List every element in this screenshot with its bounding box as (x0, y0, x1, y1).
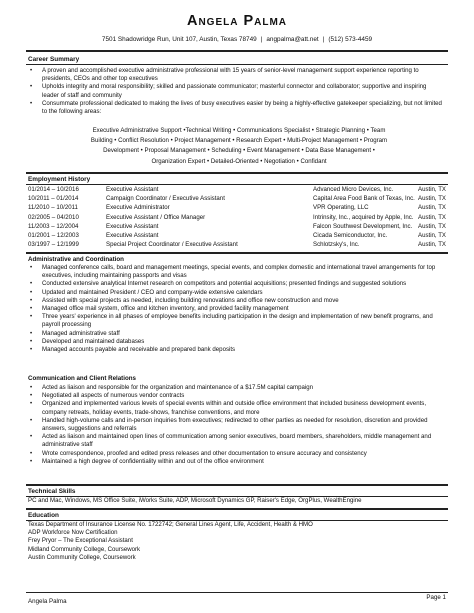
bullet-text: Organized and implemented various levels of special events within and outside office environment that included business development events, company retreats, holiday events, trade-shows, franchise conventions, and more (42, 400, 427, 416)
section-title-admin: Administrative and Coordination (28, 256, 124, 263)
job-title: Executive Assistant (106, 222, 159, 230)
bullet-icon: • (30, 416, 33, 424)
email-link[interactable]: angpalma@att.net (266, 36, 319, 43)
section-title-education: Education (28, 512, 59, 519)
job-title: Special Project Coordinator / Executive Assistant (106, 241, 238, 249)
section-title-employment: Employment History (28, 176, 91, 183)
bullet-text: Negotiated all aspects of numerous vendor contracts (42, 392, 185, 400)
admin-item (30, 346, 444, 354)
bullet-icon: • (30, 457, 33, 465)
summary-item (30, 100, 444, 116)
date-range: 10/2011 – 01/2014 (28, 195, 79, 203)
education-list (28, 521, 446, 562)
admin-item (30, 289, 444, 297)
communication-item (30, 400, 444, 416)
bullet-text: Wrote correspondence, proofed and edited press releases and other documentation to ensure accuracy and consistency (42, 449, 367, 457)
admin-item (30, 338, 444, 346)
admin-list (30, 264, 444, 354)
employment-row (28, 223, 446, 232)
job-location: Austin, TX (418, 241, 446, 249)
bullet-icon: • (30, 400, 33, 408)
date-range: 03/1997 – 12/1999 (28, 241, 79, 249)
bullet-icon: • (30, 449, 33, 457)
section-title-technical: Technical Skills (28, 488, 76, 495)
communication-item (30, 450, 444, 458)
bullet-icon: • (30, 305, 33, 313)
footer-divider (26, 592, 448, 593)
bullet-text: Assisted with special projects as needed, including building renovations and office new construction and move (42, 296, 339, 304)
bullet-text: Handled high-volume calls and in-person inquiries from executives; redirected to other parties as needed for resolution, discretion and provided answers, suggestions and referrals (42, 416, 428, 433)
employment-row (28, 186, 446, 195)
job-title: Executive Administrator (106, 204, 170, 212)
divider (26, 508, 448, 510)
separator: | (260, 36, 263, 43)
communication-list (30, 384, 444, 466)
skills-line: Development • Proposal Management • Scheduling • Event Management • Data Base Management • (103, 147, 375, 155)
bullet-text: Maintained a high degree of confidentiality within and out of the office environment (42, 457, 264, 465)
address-text: 7501 Shadowridge Run, Unit 107, Austin, Texas 78749 (101, 36, 257, 43)
divider (26, 484, 448, 486)
job-location: Austin, TX (418, 186, 446, 193)
job-title: Executive Assistant (106, 232, 159, 239)
date-range: 11/2003 – 12/2004 (28, 222, 79, 230)
contact-line (0, 36, 474, 43)
education-line: Frey Pryor – The Exceptional Assistant (28, 537, 133, 545)
employment-row (28, 204, 446, 213)
bullet-text: Acted as liaison and responsible for the organization and maintenance of a $17.5M capital campaign (42, 384, 314, 391)
career-summary-list (30, 67, 444, 116)
bullet-text: Consummate professional dedicated to making the lives of busy executives easier by being a highly-effective gatekeeper specializing, but not limited to the following areas: (42, 99, 442, 116)
job-location: Austin, TX (418, 204, 446, 212)
job-location: Austin, TX (418, 195, 446, 203)
company-name: VPR Operating, LLC (313, 204, 369, 212)
employment-row (28, 195, 446, 204)
admin-item (30, 297, 444, 305)
bullet-text: Managed administrative staff (42, 329, 120, 337)
company-name: Falcon Southwest Development, Inc. (313, 222, 413, 230)
company-name: Advanced Micro Devices, Inc. (313, 186, 394, 193)
bullet-icon: • (30, 313, 33, 321)
bullet-icon: • (30, 264, 33, 271)
admin-item (30, 305, 444, 313)
bullet-text: Three years' experience in all phases of employee benefits including participation in the design and implementation of new benefit programs, and payroll processing (42, 313, 433, 329)
technical-skills-text: PC and Mac, Windows, MS Office Suite, iWorks Suite, ADP, Microsoft Dynamics GP, Raiser's Edge, OrgPlus, WealthEngine (28, 497, 362, 504)
admin-item (30, 280, 444, 288)
admin-item (30, 330, 444, 338)
company-name: Cicada Semiconductor, Inc. (313, 232, 388, 239)
divider (26, 172, 448, 174)
company-name: Intrinsity, Inc., acquired by Apple, Inc. (313, 213, 414, 221)
section-title-communication: Communication and Client Relations (28, 375, 136, 382)
job-title: Campaign Coordinator / Executive Assistant (106, 195, 225, 203)
bullet-text: Managed conference calls, board and management meetings, special events, and complex domestic and international travel arrangements for top executives, including maintaining passports and visas (42, 264, 436, 280)
communication-item (30, 392, 444, 400)
communication-item (30, 433, 444, 449)
summary-item (30, 83, 444, 99)
phone-text: (512) 573-4459 (328, 36, 373, 43)
date-range: 02/2005 – 04/2010 (28, 213, 79, 221)
bullet-icon: • (30, 99, 33, 107)
employment-row (28, 214, 446, 223)
bullet-text: Acted as liaison and maintained open lines of communication among senior executives, board members, shareholders, middle management and administrative staff (42, 433, 432, 449)
bullet-icon: • (30, 346, 33, 354)
education-line: Midland Community College, Coursework (28, 545, 141, 553)
bullet-text: Managed accounts payable and receivable and prepared bank deposits (42, 346, 236, 354)
bullet-icon: • (30, 384, 33, 391)
skills-line: Organization Expert • Detailed-Oriented • Negotiation • Confidant (151, 157, 327, 165)
separator: | (322, 36, 325, 43)
job-location: Austin, TX (418, 213, 446, 221)
divider (26, 184, 448, 185)
communication-item (30, 384, 444, 392)
communication-item (30, 458, 444, 466)
bullet-icon: • (30, 67, 33, 74)
divider (26, 50, 448, 52)
bullet-icon: • (30, 280, 33, 288)
bullet-icon: • (30, 392, 33, 400)
company-name: Schlotzsky's, Inc. (313, 241, 360, 249)
bullet-icon: • (30, 433, 33, 441)
education-line: Austin Community College, Coursework (28, 553, 136, 561)
job-title: Executive Assistant / Office Manager (106, 213, 206, 221)
skills-line: Building • Conflict Resolution • Project Management • Research Expert • Multi-Project Management • Program (90, 137, 388, 145)
summary-item (30, 67, 444, 83)
bullet-text: Upholds integrity and moral responsibility; skilled and passionate communicator; masterful connector and collaborator; supportive and inspiring leader of staff and community (42, 83, 427, 99)
bullet-icon: • (30, 296, 33, 304)
divider (26, 252, 448, 254)
footer-name: Angela Palma (28, 598, 67, 605)
admin-item (30, 313, 444, 329)
job-title: Executive Assistant (106, 186, 159, 193)
bullet-text: Conducted extensive analytical Internet research on competitors and potential acquisitions; presented findings and suggested solutions (42, 280, 407, 288)
page-number: Page 1 (426, 594, 446, 601)
resume-name: Angela Palma (186, 13, 288, 29)
employment-row (28, 232, 446, 241)
education-line: Texas Department of Insurance License No. 1722742; General Lines Agent, Life, Accident, Health & HMO (28, 521, 313, 528)
skills-line: Executive Administrative Support •Technical Writing • Communications Specialist • Strategic Planning • Team (92, 127, 386, 134)
bullet-text: A proven and accomplished executive administrative professional with 15 years of senior-level management support experience reporting to presidents, CEOs and other top executives (42, 67, 419, 83)
admin-item (30, 264, 444, 280)
bullet-icon: • (30, 337, 33, 345)
job-location: Austin, TX (418, 232, 446, 239)
company-name: Capital Area Food Bank of Texas, Inc. (313, 195, 415, 203)
bullet-text: Developed and maintained databases (42, 337, 145, 345)
date-range: 01/2014 – 10/2016 (28, 186, 79, 193)
communication-item (30, 417, 444, 433)
job-location: Austin, TX (418, 222, 446, 230)
bullet-text: Managed office mail system, office and kitchen inventory, and provided facility management (42, 305, 289, 313)
section-title-career-summary: Career Summary (28, 56, 80, 63)
education-line: ADP Workforce Now Certification (28, 529, 118, 537)
bullet-text: Updated and maintained President / CEO and company-wide extensive calendars (42, 288, 263, 296)
skills-summary (44, 126, 434, 167)
date-range: 11/2010 – 10/2011 (28, 204, 78, 212)
divider (26, 64, 448, 65)
bullet-icon: • (30, 329, 33, 337)
date-range: 01/2001 – 12/2003 (28, 232, 79, 239)
bullet-icon: • (30, 288, 33, 296)
bullet-icon: • (30, 83, 33, 91)
employment-row (28, 241, 446, 250)
